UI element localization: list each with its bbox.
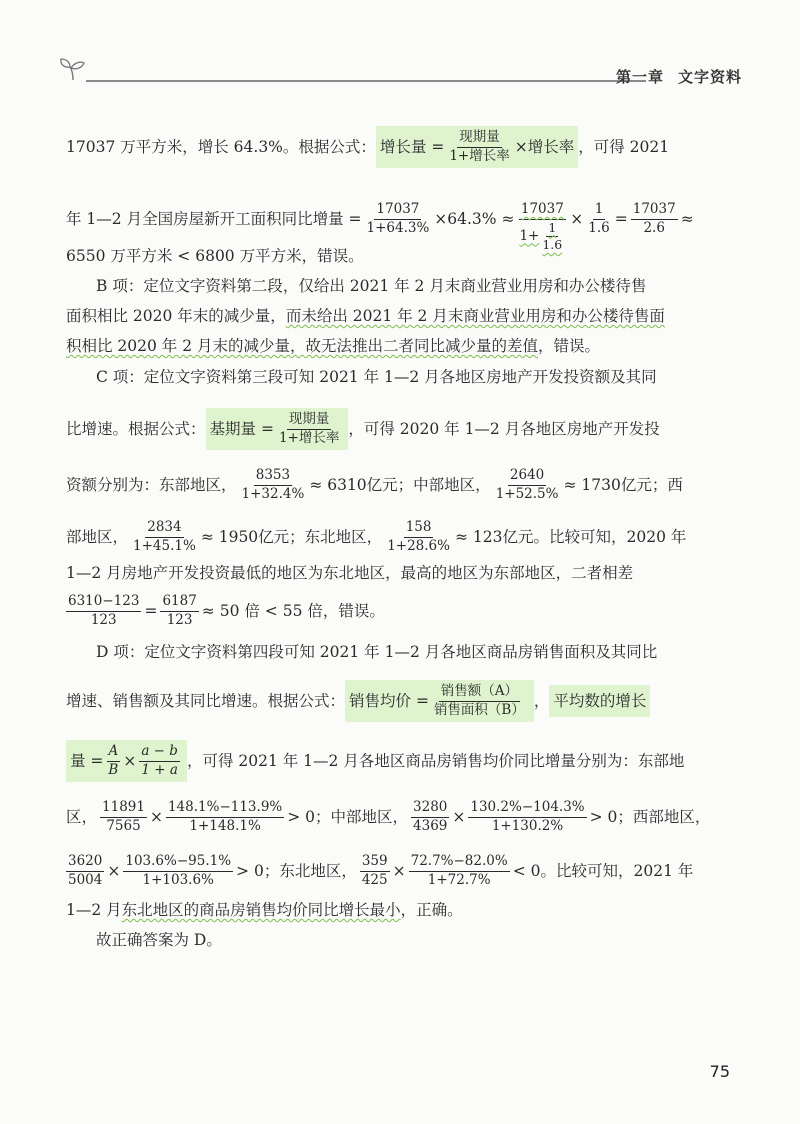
paragraph-d-line4: [66, 800, 710, 834]
sprout-icon: [58, 54, 88, 84]
paragraph-d-line6: [66, 898, 463, 923]
operator: ×: [392, 861, 406, 880]
denominator: 4369: [413, 817, 448, 834]
answer-line: [66, 928, 222, 953]
numerator: 6187: [160, 594, 198, 612]
highlight-formula-avgprice: [345, 680, 534, 722]
operator: ×64.3% ≈: [434, 209, 515, 228]
paragraph-b-line2: [66, 304, 665, 329]
formula-lhs: 销售均价 =: [349, 691, 429, 710]
highlight-text: 平均数的增长: [549, 685, 650, 718]
text-span: 17037 万平方米，增长 64.3%。根据公式：: [66, 137, 376, 156]
fraction: [106, 744, 120, 778]
numerator: 17037: [519, 202, 566, 220]
numerator: 1: [593, 202, 606, 220]
formula-lhs: 量 =: [70, 751, 104, 770]
fraction: [139, 744, 180, 778]
denominator: 1.6: [542, 236, 563, 252]
denominator: 1 + a: [141, 761, 178, 778]
numerator: 1: [546, 221, 558, 237]
denominator: 1+103.6%: [142, 871, 214, 888]
paragraph-b-line3: [66, 334, 600, 359]
text-span: 增速、销售额及其同比增速。根据公式：: [66, 691, 346, 710]
fraction: [432, 684, 527, 718]
numerator: A: [107, 744, 121, 762]
wavy-underlined-text: 积相比 2020 年 2 月末的减少量，故无法推出二者同比减少量的差值: [66, 337, 539, 355]
text-span: > 0；西部地区，: [589, 807, 711, 826]
denominator: 425: [361, 871, 388, 888]
page-number: 75: [709, 1062, 730, 1081]
denominator: 123: [166, 611, 193, 628]
formula-lhs: 增长量 =: [379, 137, 445, 156]
text-span: B 项：定位文字资料第二段，仅给出 2021 年 2 月末商业营业用房和办公楼待售: [96, 277, 647, 295]
denominator: 1+52.5%: [495, 485, 559, 502]
text-span: > 0；东北地区，: [236, 861, 357, 880]
paragraph-c-line2: [66, 408, 660, 450]
fraction: [240, 468, 307, 502]
denominator: 2.6: [643, 219, 665, 236]
text-span: 1—2 月: [66, 901, 122, 919]
denominator: 销售面积（B）: [433, 701, 525, 718]
text-span: 部地区，: [66, 527, 129, 546]
paragraph-c-line6: [66, 594, 385, 628]
denominator: 1.6: [588, 219, 610, 236]
formula-tail: ×增长率: [514, 137, 575, 156]
fraction: [494, 468, 561, 502]
paragraph-c-line1: [66, 365, 657, 390]
fraction: [66, 854, 104, 888]
text-span: ，错误。: [538, 337, 601, 355]
fraction: [160, 594, 198, 628]
denominator: 1+增长率: [278, 429, 340, 446]
text-span: C 项：定位文字资料第三段可知 2021 年 1—2 月各地区房地产开发投资额及其同: [96, 368, 657, 386]
paragraph-c-line4: [66, 520, 686, 554]
fraction: [631, 202, 678, 236]
text-span: ≈ 1730亿元；西: [563, 475, 683, 494]
text-span: 区，: [66, 807, 98, 826]
denominator: 1+130.2%: [491, 817, 564, 834]
text-line: [66, 186, 694, 252]
text-line: [66, 244, 364, 269]
fraction: [66, 594, 141, 628]
paragraph-c-line5: [66, 561, 633, 586]
operator: =: [144, 601, 158, 620]
operator: ≈: [680, 209, 694, 228]
numerator: 11891: [100, 800, 147, 818]
text-span: 资额分别为：东部地区，: [66, 475, 237, 494]
fraction: [385, 520, 452, 554]
fraction: [409, 854, 510, 888]
numerator: 销售额（A）: [439, 684, 520, 702]
operator: ×: [452, 807, 466, 826]
text-span: > 0；中部地区，: [287, 807, 409, 826]
fraction: [586, 202, 611, 236]
numerator: 158: [404, 520, 434, 538]
denominator: 1+45.1%: [133, 537, 196, 554]
operator: ×: [570, 209, 584, 228]
denominator: 1+148.1%: [189, 817, 261, 834]
text-span: D 项：定位文字资料第四段可知 2021 年 1—2 月各地区商品房销售面积及其同比: [96, 643, 658, 661]
paragraph-d-line1: [66, 640, 657, 665]
wavy-underlined-text: 而未给出 2021 年 2 月末商业营业用房和办公楼待售面: [285, 307, 665, 325]
text-span: ，正确。: [400, 901, 463, 919]
fraction: [365, 202, 432, 236]
fraction: [411, 800, 449, 834]
highlight-formula-base: [206, 408, 349, 450]
denominator: 7565: [106, 817, 141, 834]
numerator: 现期量: [287, 412, 332, 430]
highlight-formula-growth: [376, 126, 578, 168]
fraction: [131, 520, 198, 554]
fraction: [517, 202, 567, 252]
paragraph-b-line1: [66, 274, 646, 299]
denominator-prefix: 1+: [519, 227, 540, 244]
text-span: 1—2 月房地产开发投资最低的地区为东北地区，最高的地区为东部地区，二者相差: [66, 564, 634, 582]
fraction: [277, 412, 341, 446]
text-span: ≈ 6310亿元；中部地区，: [309, 475, 491, 494]
numerator: 103.6%−95.1%: [123, 854, 233, 872]
numerator: 2640: [508, 468, 546, 486]
denominator: 1+32.4%: [241, 485, 305, 502]
operator: ×: [123, 751, 137, 770]
formula-lhs: 基期量 =: [209, 419, 274, 438]
text-span: 年 1—2 月全国房屋新开工面积同比增量 =: [66, 209, 362, 228]
denominator: 1+增长率: [449, 147, 510, 164]
numerator: 359: [360, 854, 390, 872]
numerator: 17037: [374, 202, 421, 220]
denominator: [517, 220, 567, 253]
fraction: [360, 854, 390, 888]
text-span: 比增速。根据公式：: [66, 419, 206, 438]
denominator: B: [108, 761, 119, 778]
text-span: ≈ 50 倍 < 55 倍，错误。: [201, 601, 385, 620]
text-span: ≈ 1950亿元；东北地区，: [200, 527, 383, 546]
answer-text: 故正确答案为 D。: [96, 931, 222, 949]
numerator: 3280: [411, 800, 449, 818]
header-rule: [86, 80, 646, 82]
chapter-section: 文字资料: [677, 68, 742, 86]
numerator: 3620: [66, 854, 104, 872]
numerator: 130.2%−104.3%: [468, 800, 586, 818]
page-header: [58, 54, 742, 94]
paragraph-d-line3: [66, 740, 684, 782]
text-span: ≈ 123亿元。比较可知，2020 年: [454, 527, 687, 546]
text-line: [66, 126, 669, 168]
numerator: 现期量: [457, 130, 502, 148]
operator: =: [614, 209, 628, 228]
denominator: 1+64.3%: [366, 219, 430, 236]
numerator: 6310−123: [66, 594, 141, 612]
denominator: 123: [90, 611, 117, 628]
denominator: 1+28.6%: [387, 537, 450, 554]
numerator: 148.1%−113.9%: [166, 800, 284, 818]
text-span: ，可得 2021: [578, 137, 670, 156]
fraction: [100, 800, 147, 834]
operator: ×: [149, 807, 163, 826]
fraction: [123, 854, 233, 888]
text-span: ，可得 2020 年 1—2 月各地区房地产开发投: [348, 419, 660, 438]
text-span: ，可得 2021 年 1—2 月各地区商品房销售均价同比增量分别为：东部地: [186, 751, 685, 770]
denominator: 5004: [68, 871, 103, 888]
chapter-number: 第一章: [615, 68, 664, 86]
highlight-formula-avg-growth: [66, 740, 187, 782]
paragraph-d-line5: [66, 854, 693, 888]
numerator: 2834: [145, 520, 183, 538]
text-span: 6550 万平方米 < 6800 万平方米，错误。: [66, 247, 364, 265]
fraction: [468, 800, 586, 834]
paragraph-c-line3: [66, 468, 683, 502]
text-span: 面积相比 2020 年末的减少量，: [66, 307, 286, 325]
operator: ×: [107, 861, 121, 880]
paragraph-d-line2: [66, 680, 650, 722]
text-span: < 0。比较可知，2021 年: [512, 861, 694, 880]
wavy-underlined-text: 东北地区的商品房销售均价同比增长最小: [121, 901, 401, 919]
numerator: 17037: [631, 202, 678, 220]
denominator: 1+72.7%: [427, 871, 491, 888]
nested-fraction: [540, 221, 564, 253]
fraction: [447, 130, 511, 164]
numerator: 8353: [254, 468, 292, 486]
text-span: ，: [533, 691, 550, 710]
numerator: 72.7%−82.0%: [409, 854, 510, 872]
numerator: a − b: [139, 744, 180, 762]
fraction: [166, 800, 284, 834]
chapter-title: [616, 66, 742, 87]
